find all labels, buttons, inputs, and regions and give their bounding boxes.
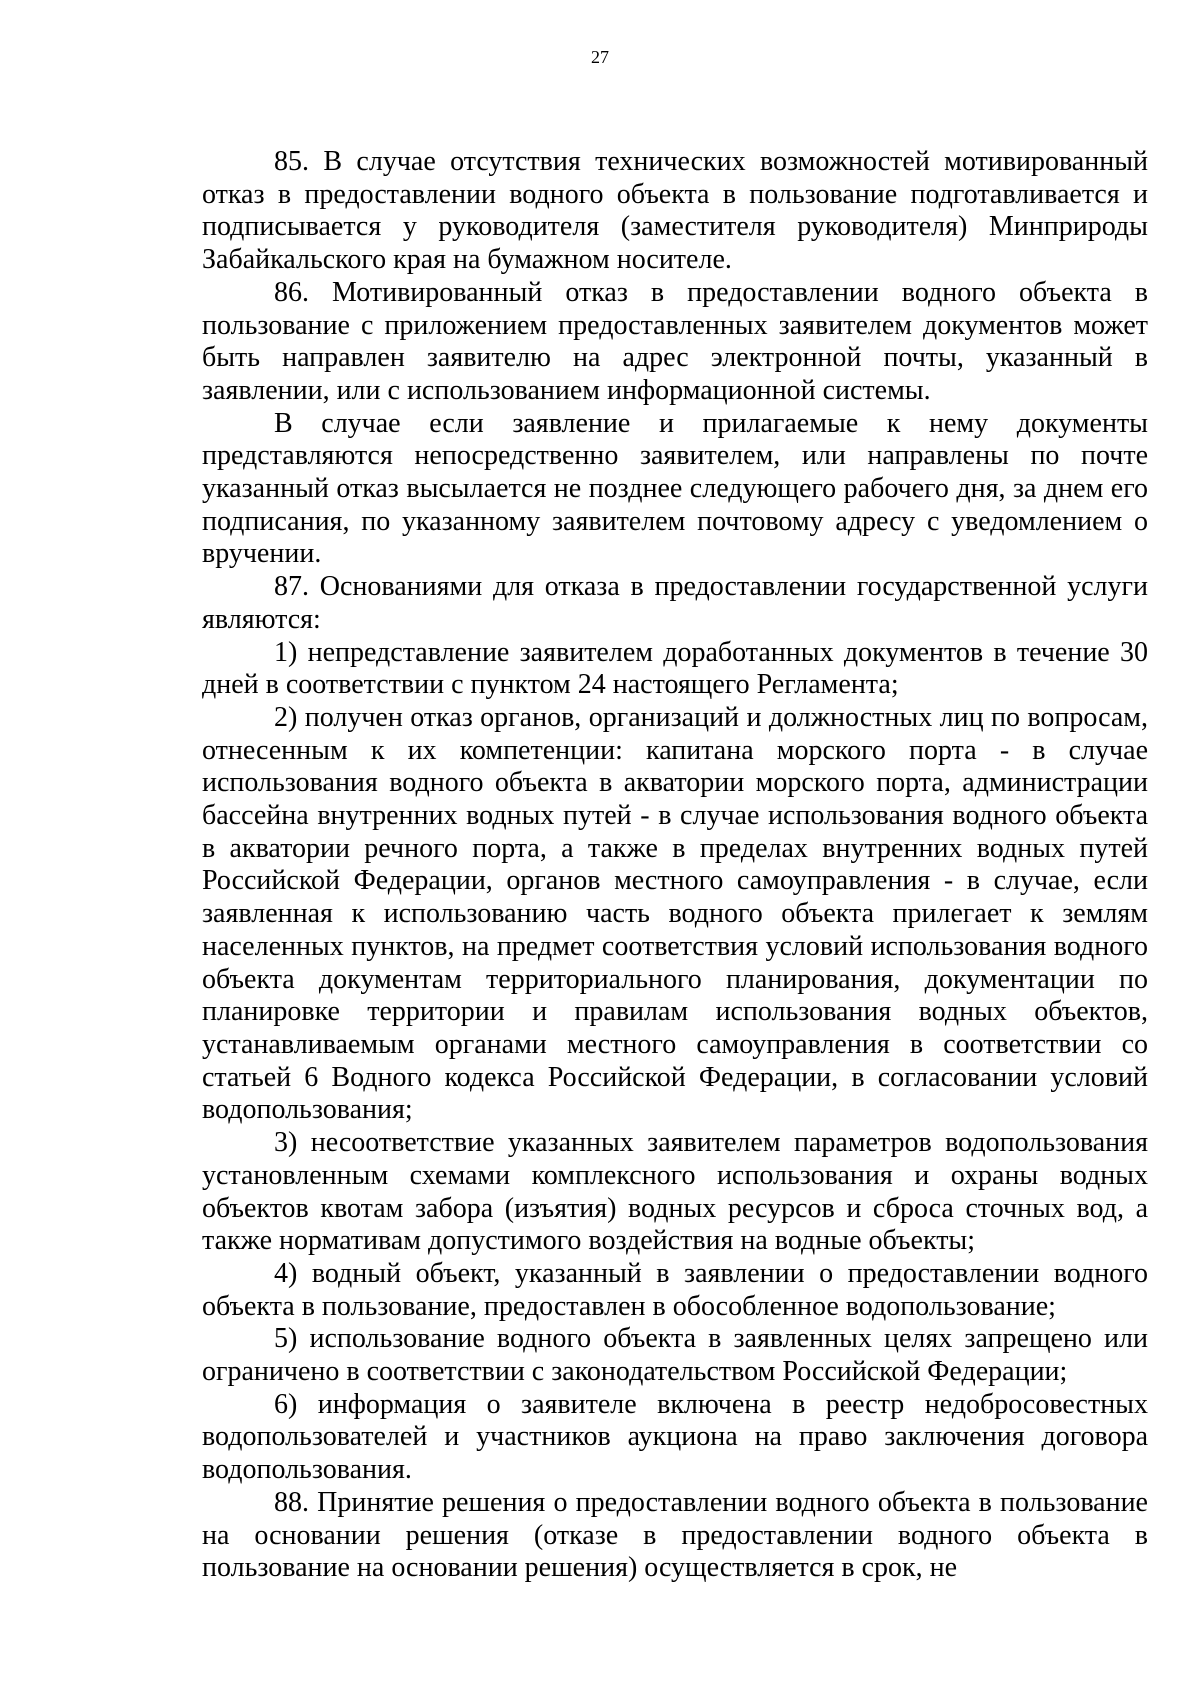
list-item-4: 4) водный объект, указанный в заявлении о предоставлении водного объекта в пользование, предоставлен в обособленное водопользование; xyxy=(202,1257,1148,1322)
page-number: 27 xyxy=(591,47,609,67)
list-item-1: 1) непредставление заявителем доработанных документов в течение 30 дней в соответствии с пунктом 24 настоящего Регламента; xyxy=(202,636,1148,701)
paragraph-86-continuation: В случае если заявление и прилагаемые к нему документы представляются непосредственно заявителем, или направлены по почте указанный отказ высылается не позднее следующего рабочего дня, за днем его подписания, по указанному заявителем почтовому адресу с уведомлением о вручении. xyxy=(202,407,1148,570)
list-item-2: 2) получен отказ органов, организаций и должностных лиц по вопросам, отнесенным к их компетенции: капитана морского порта - в случае использования водного объекта в акватории морского порта, администрации бассейна внутренних водных путей - в случае использования водного объекта в акватории речного порта, а также в пределах внутренних водных путей Российской Федерации, органов местного самоуправления - в случае, если заявленная к использованию часть водного объекта прилегает к землям населенных пунктов, на предмет соответствия условий использования водного объекта документам территориального планирования, документации по планировке территории и правилам использования водных объектов, устанавливаемым органами местного самоуправления в соответствии со статьей 6 Водного кодекса Российской Федерации, в согласовании условий водопользования; xyxy=(202,701,1148,1126)
paragraph-88: 88. Принятие решения о предоставлении водного объекта в пользование на основании решения (отказе в предоставлении водного объекта в пользование на основании решения) осуществляется в срок, не xyxy=(202,1486,1148,1584)
paragraph-85: 85. В случае отсутствия технических возможностей мотивированный отказ в предоставлении водного объекта в пользование подготавливается и подписывается у руководителя (заместителя руководителя) Минприроды Забайкальского края на бумажном носителе. xyxy=(202,146,1148,276)
list-item-3: 3) несоответствие указанных заявителем параметров водопользования установленным схемами комплексного использования и охраны водных объектов квотам забора (изъятия) водных ресурсов и сброса сточных вод, а также нормативам допустимого воздействия на водные объекты; xyxy=(202,1127,1148,1257)
list-item-6: 6) информация о заявителе включена в реестр недобросовестных водопользователей и участников аукциона на право заключения договора водопользования. xyxy=(202,1388,1148,1486)
paragraph-87: 87. Основаниями для отказа в предоставлении государственной услуги являются: xyxy=(202,571,1148,635)
document-body xyxy=(202,146,1148,1585)
paragraph-86: 86. Мотивированный отказ в предоставлении водного объекта в пользование с приложением предоставленных заявителем документов может быть направлен заявителю на адрес электронной почты, указанный в заявлении, или с использованием информационной системы. xyxy=(202,276,1148,406)
list-item-5: 5) использование водного объекта в заявленных целях запрещено или ограничено в соответствии с законодательством Российской Федерации; xyxy=(202,1323,1148,1388)
